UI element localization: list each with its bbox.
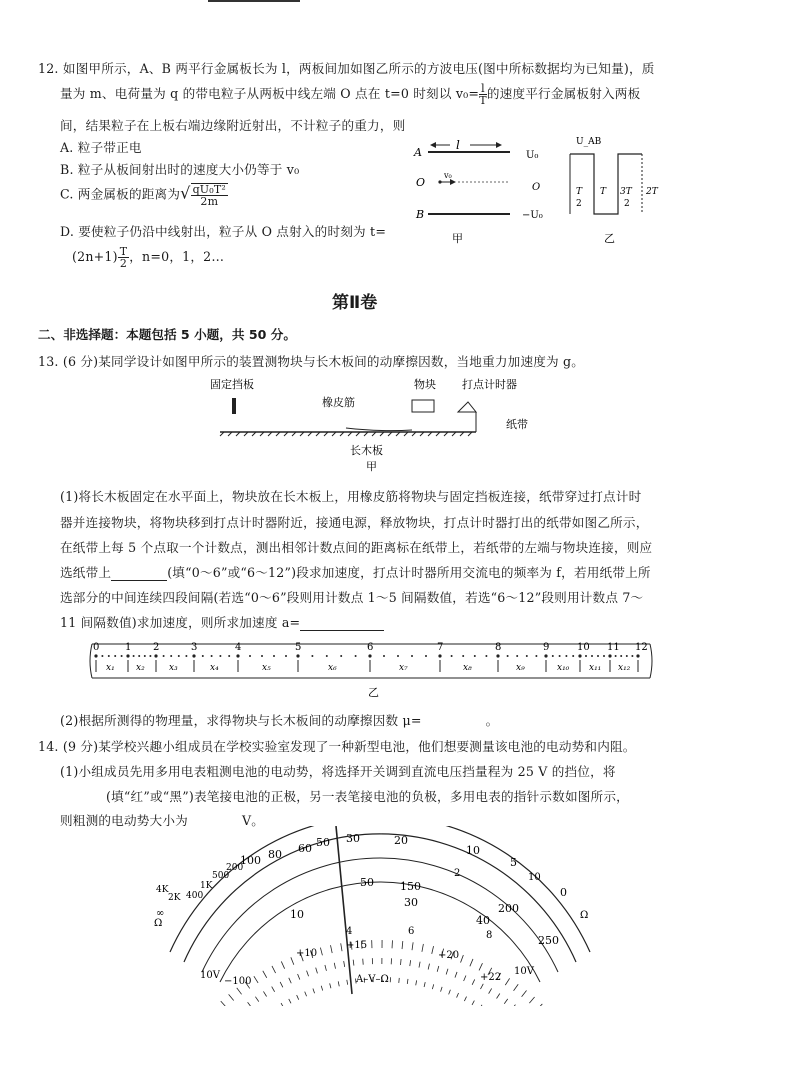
dial-tick <box>504 999 507 1004</box>
q12-line2-text-b: 的速度平行金属板射入两板 <box>486 86 641 101</box>
tape-small-dot <box>559 655 561 657</box>
tape-gap-8: x₈ <box>463 663 472 673</box>
plate-length-label: l <box>456 138 460 152</box>
dial-tick <box>289 999 291 1003</box>
tick-t: T <box>600 187 607 197</box>
tape-small-dot <box>355 655 357 657</box>
ohm-scale-60: 60 <box>298 842 312 855</box>
dial-tick <box>281 1003 283 1006</box>
dial-tick <box>325 965 327 971</box>
dial-tick <box>254 976 258 983</box>
tape-point-6: 6 <box>367 642 374 653</box>
ohm-scale-0: 0 <box>560 886 567 899</box>
q12-option-d-cont: (2n+1) $\frac{T}{2}$ ，n=0，1，2… <box>72 245 225 270</box>
ohm-scale-100: 100 <box>240 854 261 867</box>
q12-v0-fraction: $\frac{l}{T}$ <box>479 82 487 107</box>
ohm-left-2k: 2K <box>168 893 181 903</box>
tape-caption: 乙 <box>368 686 379 698</box>
tape-small-dot <box>219 655 221 657</box>
plate-a-label: A <box>414 146 422 159</box>
plate-b-label: B <box>416 208 425 221</box>
tape-small-dot <box>552 655 554 657</box>
tape-small-dot <box>261 655 263 657</box>
tape-dot <box>126 654 129 657</box>
tape-point-10: 10 <box>577 642 590 653</box>
dial-tick <box>289 978 291 983</box>
dial-tick <box>263 971 267 978</box>
dial-tick <box>307 971 309 977</box>
tape-small-dot <box>526 655 528 657</box>
figure-a-caption: 甲 <box>452 232 463 245</box>
dial-tick <box>497 993 500 998</box>
tape-small-dot <box>615 655 617 657</box>
tape-small-dot <box>121 655 123 657</box>
tape-gap-6: x₆ <box>328 663 337 673</box>
tape-small-dot <box>340 655 342 657</box>
tape-small-dot <box>535 655 537 657</box>
board-label: 长木板 <box>350 444 383 457</box>
tape-small-dot <box>170 655 172 657</box>
v2-scale-30: 30 <box>404 896 418 909</box>
tape-small-dot <box>138 655 140 657</box>
tick-3half-t-num: 3T <box>620 187 632 197</box>
scale-mark-2: 2 <box>454 868 461 879</box>
ohm-low-1k: 1K <box>200 881 213 891</box>
v-scale-50: 50 <box>360 876 374 889</box>
ohm-left-inf: ∞ <box>156 908 165 919</box>
multimeter-dial <box>150 826 610 1006</box>
tape-small-dot <box>149 655 151 657</box>
q14-p1-line1: (1)小组成员先用多用电表粗测电池的电动势，将选择开关调到直流电压挡量程为 25 V 的挡位，将 <box>60 764 616 779</box>
dial-tick <box>464 975 466 981</box>
tape-small-dot <box>572 655 574 657</box>
band-label: 橡皮筋 <box>322 396 355 409</box>
tape-label: 纸带 <box>506 418 528 431</box>
tape-dot <box>296 654 299 657</box>
dial-tick <box>221 1001 226 1006</box>
tape-small-dot <box>144 655 146 657</box>
tape-small-dot <box>485 655 487 657</box>
dial-tick <box>321 986 322 991</box>
ac-scale-10: +10 <box>296 948 318 959</box>
q13-apparatus-figure <box>200 374 580 474</box>
tape-dot <box>544 654 547 657</box>
meter-needle <box>336 826 352 994</box>
dial-tick <box>330 983 331 988</box>
dial-tick <box>291 957 294 964</box>
range-10v-left: 10V <box>200 970 220 981</box>
timer-label: 打点计时器 <box>462 378 517 391</box>
tape-point-8: 8 <box>495 642 502 653</box>
v-scale-250: 250 <box>538 934 559 947</box>
ac-scale-20: +20 <box>438 950 460 961</box>
tape-gap-5: x₅ <box>262 663 271 673</box>
section-heading: 二、非选择题：本题包括 5 小题，共 50 分。 <box>38 327 296 342</box>
dial-tick <box>449 990 451 995</box>
ohm-low-200: 200 <box>226 863 244 873</box>
tick-half-t-num: T <box>576 187 583 197</box>
v2-scale-40: 40 <box>476 914 490 927</box>
tape-point-12: 12 <box>635 642 648 653</box>
range-10v-right: 10V <box>514 966 534 977</box>
v-scale-200: 200 <box>498 902 519 915</box>
dial-tick <box>432 984 433 989</box>
q13-p1-line4: 选纸带上 (填“0～6”或“6～12”)段求加速度，打点计时器所用交流电的频率为 f，若用纸带上所 <box>60 565 651 580</box>
v2-scale-10: 10 <box>290 908 304 921</box>
tape-small-dot <box>249 655 251 657</box>
q12-option-d: D. 要使粒子仍沿中线射出，粒子从 O 点射入的时刻为 t= <box>60 224 387 239</box>
tape-dot <box>438 654 441 657</box>
q12-option-c: C. 两金属板的距离为√ $\frac{\text{qU₀T²}}{2m}$ <box>60 183 227 208</box>
probe-color-blank[interactable] <box>60 793 106 805</box>
dial-tick <box>248 1002 252 1006</box>
dial-tick <box>313 989 315 994</box>
q13-p2: (2)根据所测得的物理量，求得物块与长木板间的动摩擦因数 μ= 。 <box>60 713 499 728</box>
dial-tick <box>480 984 483 989</box>
ohm-scale-30: 30 <box>346 832 360 845</box>
ohm-symbol-left: Ω <box>154 918 163 929</box>
dial-tick <box>272 987 275 992</box>
dial-tick <box>512 1005 516 1006</box>
tape-gap-4: x₄ <box>210 663 219 673</box>
ohm-left-4k: 4K <box>156 885 169 895</box>
tape-dot <box>94 654 97 657</box>
tape-small-dot <box>411 655 413 657</box>
block-label: 物块 <box>414 378 436 391</box>
tape-small-dot <box>620 655 622 657</box>
q14-p1-line2: (填“红”或“黑”)表笔接电池的正极，另一表笔接电池的负极，多用电表的指针示数如图所示， <box>60 786 629 805</box>
dial-tick <box>472 979 475 984</box>
baffle-label: 固定挡板 <box>210 378 254 391</box>
dial-tick <box>472 1001 474 1005</box>
dial-tick <box>441 987 443 992</box>
dial-tick <box>402 941 403 949</box>
tape-gap-10: x₁₀ <box>557 663 570 673</box>
section-title: 第Ⅱ卷 <box>332 293 378 313</box>
q12-option-b: B. 粒子从板间射出时的速度大小仍等于 v₀ <box>60 162 300 177</box>
v-scale-150: 150 <box>400 880 421 893</box>
dial-tick <box>479 963 482 970</box>
dial-tick <box>424 982 425 987</box>
tick-3half-t-den: 2 <box>624 199 630 209</box>
dial-tick <box>338 981 339 986</box>
dial-tick <box>347 980 348 985</box>
tape-dot <box>236 654 239 657</box>
top-rule <box>208 0 300 2</box>
scale-mark-6: 6 <box>408 926 415 937</box>
acceleration-answer-blank[interactable] <box>300 618 384 631</box>
tape-small-dot <box>603 655 605 657</box>
q13-p1-line1: (1)将长木板固定在水平面上，物块放在长木板上，用橡皮筋将物块与固定挡板连接，纸带穿过打点计时 <box>60 489 642 504</box>
tape-gap-2: x₂ <box>136 663 145 673</box>
dial-tick <box>401 959 402 965</box>
tape-point-11: 11 <box>607 642 620 653</box>
q13-p1-line5: 选部分的中间连续四段间隔(若选“0～6”段则用计数点 1～5 间隔数值，若选“6～12”段则用计数点 7～ <box>60 590 644 605</box>
tape-small-dot <box>114 655 116 657</box>
tape-point-7: 7 <box>437 642 444 653</box>
tape-small-dot <box>185 655 187 657</box>
ac-scale-15: +15 <box>346 940 368 951</box>
tape-small-dot <box>178 655 180 657</box>
q13-p1-line2: 器并连接物块，将物块移到打点计时器附近，接通电源，释放物块，打点计时器打出的纸带如图乙所示， <box>60 515 649 530</box>
q13-stem: 13. (6 分)某同学设计如图甲所示的装置测物块与长木板间的动摩擦因数，当地重力加速度为 g。 <box>38 354 585 369</box>
tape-small-dot <box>228 655 230 657</box>
dial-tick <box>353 960 354 966</box>
tape-dot <box>636 654 639 657</box>
dial-tick <box>464 997 466 1002</box>
tape-gap-1: x₁ <box>106 663 115 673</box>
dial-tick <box>410 960 411 966</box>
dial-tick <box>457 993 459 998</box>
ohm-low-400: 400 <box>186 891 204 901</box>
dial-tick <box>344 961 345 967</box>
tape-point-5: 5 <box>295 642 302 653</box>
q12-line2-text: 量为 m、电荷量为 q 的带电粒子从两板中线左端 O 点在 t=0 时刻以 v₀= <box>60 86 480 101</box>
dial-tick <box>419 962 420 968</box>
ohm-scale-10: 10 <box>466 844 480 857</box>
dial-tick <box>437 966 439 972</box>
dial-tick <box>522 990 527 996</box>
q13-p1-line3: 在纸带上每 5 个点取一个计数点，测出相邻计数点间的距离标在纸带上，若纸带的左端与物块连接，则应 <box>60 540 653 555</box>
tape-gap-11: x₁₁ <box>589 663 602 673</box>
scale-mark-4: 4 <box>346 926 353 937</box>
dial-tick <box>428 964 429 970</box>
dial-tick <box>432 946 434 954</box>
ohm-scale-80: 80 <box>268 848 282 861</box>
u0-label: U₀ <box>526 150 539 161</box>
q13-paper-tape <box>88 636 658 698</box>
friction-answer-blank[interactable] <box>422 717 486 729</box>
ohm-scale-50: 50 <box>316 836 330 849</box>
dial-tick <box>479 1005 482 1006</box>
ohm-low-500: 500 <box>212 871 230 881</box>
tape-small-dot <box>397 655 399 657</box>
q12-line3: 间，结果粒子在上板右端边缘附近射出，不计粒子的重力，则 <box>60 118 406 133</box>
dial-tick <box>461 955 464 962</box>
tape-small-dot <box>516 655 518 657</box>
dial-function-label: A–V–Ω <box>356 974 389 985</box>
q12-line2 <box>60 83 640 106</box>
tape-small-dot <box>631 655 633 657</box>
dial-tick <box>489 988 492 993</box>
tape-small-dot <box>133 655 135 657</box>
dial-tick <box>280 982 283 987</box>
dial-tick <box>341 943 342 951</box>
tape-dot <box>578 654 581 657</box>
tape-small-dot <box>626 655 628 657</box>
dial-tick <box>514 984 519 991</box>
q13-p1-line6: 11 间隔数值)求加速度，则所求加速度 a= <box>60 612 384 631</box>
tape-small-dot <box>451 655 453 657</box>
dial-tick <box>229 994 234 1000</box>
tape-gap-3: x₃ <box>169 663 178 673</box>
dial-tick <box>412 942 413 950</box>
dial-tick <box>281 961 284 968</box>
tape-small-dot <box>211 655 213 657</box>
ohm-symbol-right: Ω <box>580 910 589 921</box>
dial-tick <box>237 988 242 994</box>
dial-tick <box>272 966 276 973</box>
ac-scale-22: +22 <box>480 972 502 983</box>
tape-small-dot <box>597 655 599 657</box>
dial-tick <box>537 1004 542 1006</box>
dial-tick <box>316 968 318 974</box>
tape-dot <box>496 654 499 657</box>
q12-figure-plates <box>410 138 520 248</box>
dial-tick <box>298 974 300 980</box>
q14-p1-line3: 则粗测的电动势大小为 V。 <box>60 813 265 828</box>
figure-b-caption: 乙 <box>604 232 615 245</box>
dial-tick <box>334 963 335 969</box>
tape-small-dot <box>326 655 328 657</box>
tape-point-2: 2 <box>153 642 160 653</box>
tape-dot <box>192 654 195 657</box>
scale-mark-8: 8 <box>486 930 493 941</box>
dial-tick <box>416 980 417 985</box>
segment-answer-blank[interactable] <box>111 568 167 581</box>
dial-tick <box>255 997 258 1002</box>
dial-tick <box>305 992 307 997</box>
tape-small-dot <box>565 655 567 657</box>
ohm-scale-5: 5 <box>510 856 517 869</box>
tape-small-dot <box>202 655 204 657</box>
tape-small-dot <box>108 655 110 657</box>
tape-point-4: 4 <box>235 642 242 653</box>
q14-stem: 14. (9 分)某学校兴趣小组成员在学校实验室发现了一种新型电池，他们想要测量该电池的电动势和内阻。 <box>38 739 636 754</box>
dial-tick <box>407 979 408 984</box>
tape-point-3: 3 <box>191 642 198 653</box>
ohm-scale-20: 20 <box>394 834 408 847</box>
tape-small-dot <box>383 655 385 657</box>
tape-small-dot <box>163 655 165 657</box>
tape-small-dot <box>273 655 275 657</box>
v0-label: v₀ <box>444 171 452 180</box>
scale-mark-10: 10 <box>528 872 541 883</box>
q12-figure-squarewave <box>520 130 660 248</box>
uab-label: U_AB <box>576 137 602 147</box>
dial-tick <box>320 948 322 956</box>
dial-tick <box>297 995 299 1000</box>
tape-point-9: 9 <box>543 642 550 653</box>
origin-o-label: O <box>416 176 426 189</box>
apparatus-caption: 甲 <box>366 460 377 473</box>
tape-small-dot <box>425 655 427 657</box>
tape-small-dot <box>311 655 313 657</box>
tape-point-1: 1 <box>125 642 132 653</box>
tape-small-dot <box>474 655 476 657</box>
dial-tick <box>505 978 509 985</box>
q12-line1: 12. 如图甲所示，A、B 两平行金属板长为 l，两板间加如图乙所示的方波电压(图中所标数据均为已知量)，质 <box>38 61 655 76</box>
dial-tick <box>455 972 457 978</box>
dial-tick <box>529 997 534 1003</box>
dial-tick <box>263 991 266 996</box>
tape-small-dot <box>285 655 287 657</box>
neg-u0-label: −U₀ <box>522 210 543 221</box>
tape-small-dot <box>101 655 103 657</box>
tape-dot <box>608 654 611 657</box>
tape-dot <box>154 654 157 657</box>
tape-small-dot <box>507 655 509 657</box>
tape-gap-7: x₇ <box>399 663 408 673</box>
tick-2t: 2T <box>646 187 658 197</box>
tape-point-0: 0 <box>93 642 100 653</box>
tape-small-dot <box>585 655 587 657</box>
q12-option-c-fraction: $\frac{\text{qU₀T²}}{2m}$ <box>192 183 227 208</box>
tape-gap-9: x₉ <box>516 663 525 673</box>
dial-tick <box>446 969 448 975</box>
q12-option-d-fraction: $\frac{T}{2}$ <box>119 245 128 270</box>
dial-tick <box>470 959 473 966</box>
ac-scale-neg100: −100 <box>224 976 252 987</box>
q12-option-a: A. 粒子带正电 <box>60 140 142 155</box>
tick-half-t-den: 2 <box>576 199 582 209</box>
tape-small-dot <box>462 655 464 657</box>
tape-small-dot <box>591 655 593 657</box>
tape-gap-12: x₁₂ <box>618 663 631 673</box>
wave-origin-label: O <box>532 182 541 193</box>
dial-tick <box>422 944 423 952</box>
tape-dot <box>368 654 371 657</box>
dial-tick <box>331 945 333 953</box>
